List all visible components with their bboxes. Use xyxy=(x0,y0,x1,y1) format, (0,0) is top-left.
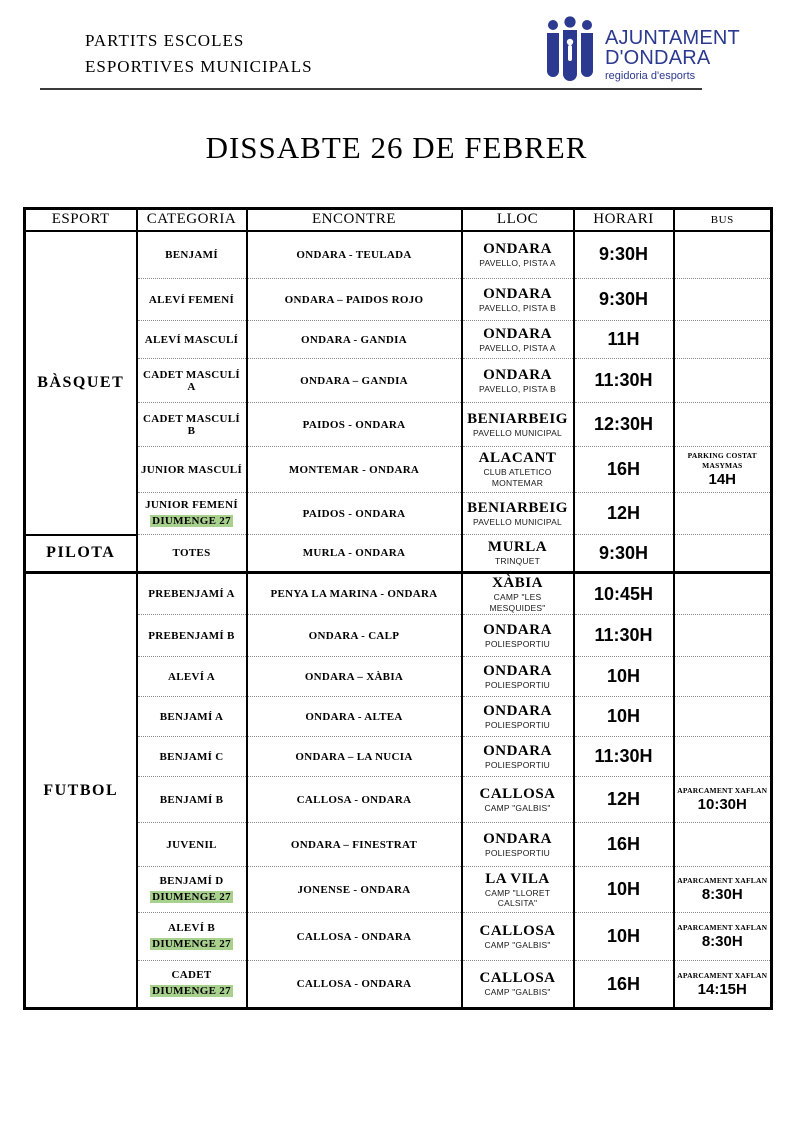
table-row xyxy=(25,359,772,403)
table-row xyxy=(25,615,772,657)
encontre-cell: CALLOSA - ONDARA xyxy=(247,913,462,961)
table-row xyxy=(25,403,772,447)
categoria-cell: JUNIOR FEMENÍ DIUMENGE 27 xyxy=(137,493,247,535)
bus-cell xyxy=(674,737,772,777)
table-row xyxy=(25,279,772,321)
categoria-cell: PREBENJAMÍ A xyxy=(137,573,247,615)
table-row xyxy=(25,321,772,359)
ondara-people-icon xyxy=(543,16,597,87)
diumenge-note: DIUMENGE 27 xyxy=(152,514,231,527)
bus-cell: PARKING COSTAT MASYMAS 14H xyxy=(674,447,772,493)
header-divider xyxy=(40,88,702,90)
document-title-line1: PARTITS ESCOLES xyxy=(85,31,245,50)
encontre-cell: PAIDOS - ONDARA xyxy=(247,493,462,535)
horari-cell: 11:30H xyxy=(574,737,674,777)
lloc-cell: LA VILA CAMP "LLORET CALSITA" xyxy=(462,867,574,913)
bus-cell xyxy=(674,359,772,403)
table-row xyxy=(25,737,772,777)
horari-cell: 12:30H xyxy=(574,403,674,447)
encontre-cell: ONDARA – PAIDOS ROJO xyxy=(247,279,462,321)
horari-cell: 12H xyxy=(574,777,674,823)
encontre-cell: ONDARA – GANDIA xyxy=(247,359,462,403)
categoria-cell: CADET DIUMENGE 27 xyxy=(137,961,247,1009)
categoria-cell: ALEVÍ FEMENÍ xyxy=(137,279,247,321)
horari-cell: 10:45H xyxy=(574,573,674,615)
horari-cell: 16H xyxy=(574,961,674,1009)
document-title-line2: ESPORTIVES MUNICIPALS xyxy=(85,57,313,77)
column-header-encontre: ENCONTRE xyxy=(247,209,462,231)
lloc-cell: ONDARA POLIESPORTIU xyxy=(462,737,574,777)
encontre-cell: ONDARA – FINESTRAT xyxy=(247,823,462,867)
categoria-cell: BENJAMÍ A xyxy=(137,697,247,737)
categoria-cell: ALEVÍ A xyxy=(137,657,247,697)
column-header-lloc: LLOC xyxy=(462,209,574,231)
horari-cell: 9:30H xyxy=(574,535,674,573)
diumenge-note: DIUMENGE 27 xyxy=(152,937,231,950)
encontre-cell: ONDARA - ALTEA xyxy=(247,697,462,737)
bus-cell xyxy=(674,279,772,321)
horari-cell: 11:30H xyxy=(574,615,674,657)
sport-cell-pilota: PILOTA xyxy=(25,535,137,573)
categoria-cell: PREBENJAMÍ B xyxy=(137,615,247,657)
categoria-cell: ALEVÍ MASCULÍ xyxy=(137,321,247,359)
lloc-cell: XÀBIA CAMP "LES MESQUIDES" xyxy=(462,573,574,615)
encontre-cell: PENYA LA MARINA - ONDARA xyxy=(247,573,462,615)
diumenge-note: DIUMENGE 27 xyxy=(152,985,231,998)
lloc-cell: ONDARA POLIESPORTIU xyxy=(462,657,574,697)
table-row xyxy=(25,777,772,823)
bus-cell xyxy=(674,321,772,359)
bus-cell xyxy=(674,573,772,615)
ondara-logo xyxy=(543,16,740,87)
categoria-cell: ALEVÍ B DIUMENGE 27 xyxy=(137,913,247,961)
table-row xyxy=(25,493,772,535)
table-row xyxy=(25,231,772,279)
table-row xyxy=(25,823,772,867)
horari-cell: 11H xyxy=(574,321,674,359)
table-row xyxy=(25,447,772,493)
encontre-cell: JONENSE - ONDARA xyxy=(247,867,462,913)
lloc-cell: ONDARA PAVELLO, PISTA A xyxy=(462,321,574,359)
bus-cell xyxy=(674,231,772,279)
table-header-row xyxy=(25,209,772,231)
column-header-categoria: CATEGORIA xyxy=(137,209,247,231)
horari-cell: 9:30H xyxy=(574,279,674,321)
bus-cell: APARCAMENT XAFLAN 8:30H xyxy=(674,913,772,961)
table-row xyxy=(25,697,772,737)
bus-cell: APARCAMENT XAFLAN 14:15H xyxy=(674,961,772,1009)
categoria-cell: CADET MASCULÍ B xyxy=(137,403,247,447)
categoria-cell: JUNIOR MASCULÍ xyxy=(137,447,247,493)
bus-cell: APARCAMENT XAFLAN 8:30H xyxy=(674,867,772,913)
encontre-cell: MURLA - ONDARA xyxy=(247,535,462,573)
page-title: DISSABTE 26 DE FEBRER xyxy=(205,130,588,165)
lloc-cell: BENIARBEIG PAVELLO MUNICIPAL xyxy=(462,493,574,535)
sport-cell-futbol: FUTBOL xyxy=(25,573,137,1009)
bus-cell: APARCAMENT XAFLAN 10:30H xyxy=(674,777,772,823)
lloc-cell: CALLOSA CAMP "GALBIS" xyxy=(462,777,574,823)
lloc-cell: ALACANT CLUB ATLETICO MONTEMAR xyxy=(462,447,574,493)
table-row xyxy=(25,867,772,913)
column-header-bus: BUS xyxy=(674,209,772,231)
lloc-cell: ONDARA POLIESPORTIU xyxy=(462,697,574,737)
table-row xyxy=(25,961,772,1009)
logo-org-line2: D'ONDARA xyxy=(605,47,711,70)
categoria-cell: TOTES xyxy=(137,535,247,573)
diumenge-note: DIUMENGE 27 xyxy=(152,890,231,903)
encontre-cell: MONTEMAR - ONDARA xyxy=(247,447,462,493)
table-row xyxy=(25,573,772,615)
horari-cell: 10H xyxy=(574,657,674,697)
schedule-table xyxy=(23,207,773,1010)
lloc-cell: CALLOSA CAMP "GALBIS" xyxy=(462,961,574,1009)
horari-cell: 10H xyxy=(574,913,674,961)
bus-cell xyxy=(674,615,772,657)
lloc-cell: CALLOSA CAMP "GALBIS" xyxy=(462,913,574,961)
bus-cell xyxy=(674,493,772,535)
lloc-cell: ONDARA PAVELLO, PISTA B xyxy=(462,359,574,403)
lloc-cell: ONDARA PAVELLO, PISTA B xyxy=(462,279,574,321)
encontre-cell: CALLOSA - ONDARA xyxy=(247,961,462,1009)
horari-cell: 16H xyxy=(574,447,674,493)
horari-cell: 10H xyxy=(574,867,674,913)
lloc-cell: ONDARA POLIESPORTIU xyxy=(462,615,574,657)
lloc-cell: ONDARA PAVELLO, PISTA A xyxy=(462,231,574,279)
lloc-cell: MURLA TRINQUET xyxy=(462,535,574,573)
encontre-cell: ONDARA – XÀBIA xyxy=(247,657,462,697)
document-title xyxy=(85,28,313,81)
categoria-cell: BENJAMÍ xyxy=(137,231,247,279)
categoria-cell: BENJAMÍ B xyxy=(137,777,247,823)
lloc-cell: BENIARBEIG PAVELLO MUNICIPAL xyxy=(462,403,574,447)
categoria-cell: BENJAMÍ C xyxy=(137,737,247,777)
logo-org-line1: AJUNTAMENT xyxy=(605,27,740,49)
lloc-cell: ONDARA POLIESPORTIU xyxy=(462,823,574,867)
encontre-cell: ONDARA - CALP xyxy=(247,615,462,657)
logo-subtitle: regidoria d'esports xyxy=(605,69,696,82)
bus-cell xyxy=(674,697,772,737)
encontre-cell: ONDARA – LA NUCIA xyxy=(247,737,462,777)
encontre-cell: CALLOSA - ONDARA xyxy=(247,777,462,823)
categoria-cell: JUVENIL xyxy=(137,823,247,867)
encontre-cell: ONDARA - TEULADA xyxy=(247,231,462,279)
bus-cell xyxy=(674,403,772,447)
table-row xyxy=(25,535,772,573)
horari-cell: 12H xyxy=(574,493,674,535)
horari-cell: 11:30H xyxy=(574,359,674,403)
logo-text xyxy=(605,16,740,82)
sport-cell-basquet: BÀSQUET xyxy=(25,231,137,535)
column-header-horari: HORARI xyxy=(574,209,674,231)
bus-cell xyxy=(674,657,772,697)
bus-cell xyxy=(674,823,772,867)
categoria-cell: BENJAMÍ D DIUMENGE 27 xyxy=(137,867,247,913)
encontre-cell: PAIDOS - ONDARA xyxy=(247,403,462,447)
column-header-esport: ESPORT xyxy=(25,209,137,231)
horari-cell: 16H xyxy=(574,823,674,867)
table-row xyxy=(25,913,772,961)
table-row xyxy=(25,657,772,697)
horari-cell: 9:30H xyxy=(574,231,674,279)
horari-cell: 10H xyxy=(574,697,674,737)
categoria-cell: CADET MASCULÍ A xyxy=(137,359,247,403)
bus-cell xyxy=(674,535,772,573)
encontre-cell: ONDARA - GANDIA xyxy=(247,321,462,359)
